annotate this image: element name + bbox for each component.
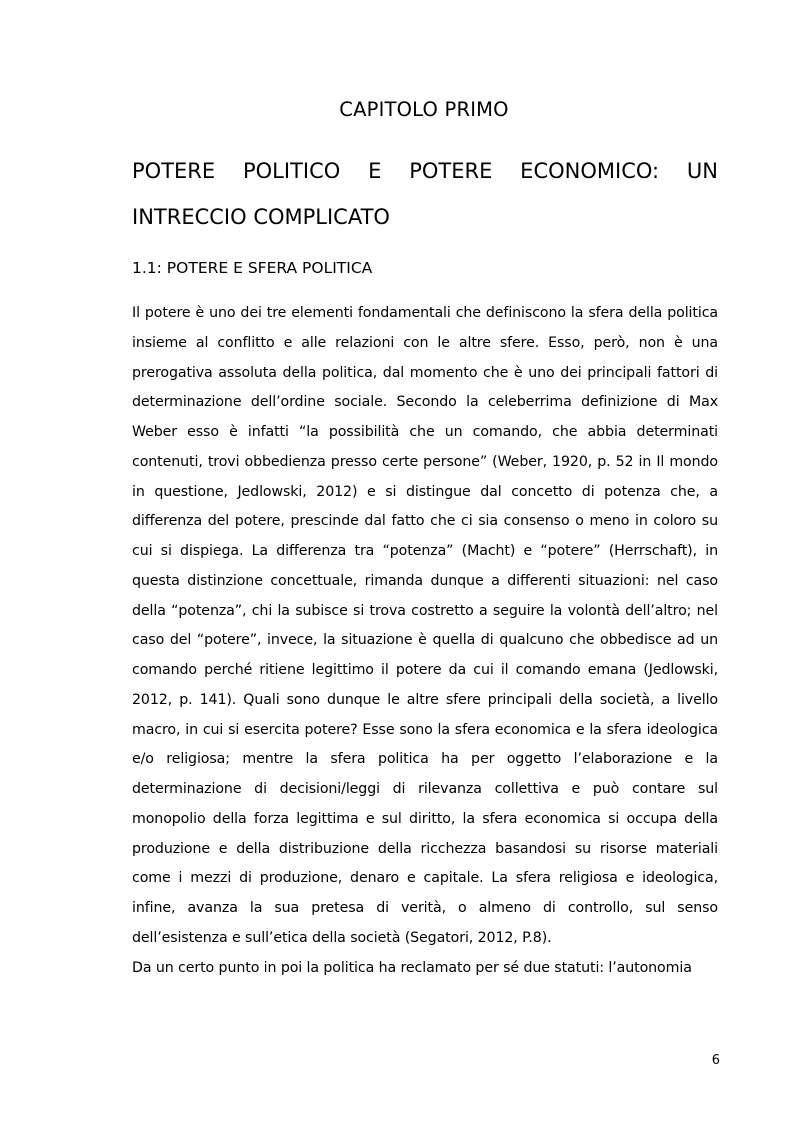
paragraph-1: Il potere è uno dei tre elementi fondamentali che definiscono la sfera della politica insieme al conflitto e alle relazioni con le altre sfere. Esso, però, non è una prerogativa assoluta della politica, dal momento che è uno dei principali fattori di determinazione dell’ordine sociale. Secondo la celeberrima definizione di Max Weber esso è infatti “la possibilità che un comando, che abbia determinati contenuti, trovi obbedienza presso certe persone” (Weber, 1920, p. 52 in Il mondo in questione, Jedlowski, 2012) e si distingue dal concetto di potenza che, a differenza del potere, prescinde dal fatto che ci sia consenso o meno in coloro su cui si dispiega. La differenza tra “potenza” (Macht) e “potere” (Herrschaft), in questa distinzione concettuale, rimanda dunque a differenti situazioni: nel caso della “potenza”, chi la subisce si trova costretto a seguire la volontà dell’altro; nel caso del “potere”, invece, la situazione è quella di qualcuno che obbedisce ad un comando perché ritiene legittimo il potere da cui il comando emana (Jedlowski, 2012, p. 141). Quali sono dunque le altre sfere principali della società, a livello macro, in cui si esercita potere? Esse sono la sfera economica e la sfera ideologica e/o religiosa; mentre la sfera politica ha per oggetto l’elaborazione e la determinazione di decisioni/leggi di rilevanza collettiva e può contare sul monopolio della forza legittima e sul diritto, la sfera economica si occupa della produzione e della distribuzione della ricchezza basandosi su risorse materiali come i mezzi di produzione, denaro e capitale. La sfera religiosa e ideologica, infine, avanza la sua pretesa di verità, o almeno di controllo, sul senso dell’esistenza e sull’etica della società (Segatori, 2012, P.8). [132,305,718,946]
chapter-title: POTERE POLITICO E POTERE ECONOMICO: UN INTRECCIO COMPLICATO [132,159,718,229]
body-text [132,299,718,983]
chapter-heading: CAPITOLO PRIMO [339,98,509,121]
section-heading: 1.1: POTERE E SFERA POLITICA [132,259,373,277]
page-number: 6 [711,1053,720,1068]
paragraph-2: Da un certo punto in poi la politica ha reclamato per sé due statuti: l’autonomia [132,959,692,976]
